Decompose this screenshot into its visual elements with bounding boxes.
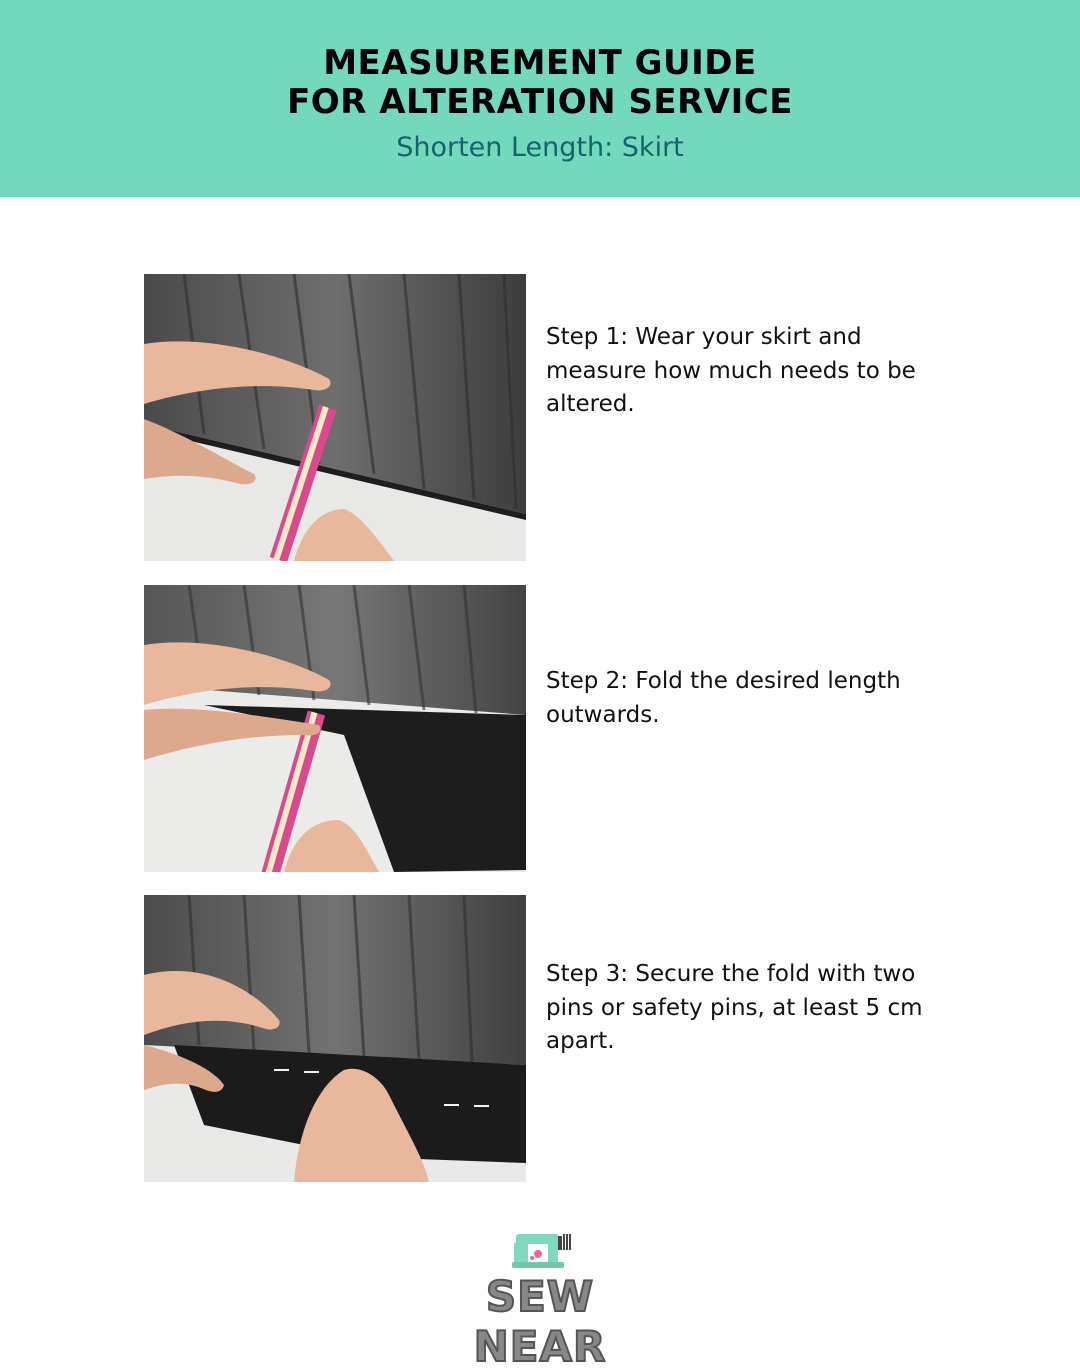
skirt-pin-illustration — [144, 895, 526, 1182]
step-1-text: Step 1: Wear your skirt and measure how much needs to be altered. — [546, 324, 916, 417]
skirt-measure-illustration — [144, 274, 526, 561]
step-2-photo — [144, 585, 526, 872]
step-1-photo — [144, 274, 526, 561]
header-banner — [0, 0, 1080, 197]
title-line-1: MEASUREMENT GUIDE — [323, 43, 757, 83]
step-3-text: Step 3: Secure the fold with two pins or safety pins, at least 5 cm apart. — [546, 961, 923, 1054]
sew-near-logo — [420, 1228, 660, 1371]
page-title — [0, 44, 1080, 122]
sewing-machine-icon — [512, 1228, 578, 1272]
skirt-fold-illustration — [144, 585, 526, 872]
step-3-photo — [144, 895, 526, 1182]
page-subtitle: Shorten Length: Skirt — [396, 132, 684, 163]
logo-wordmark: SEW NEAR — [473, 1272, 607, 1371]
title-line-2: FOR ALTERATION SERVICE — [287, 82, 793, 122]
step-2-text: Step 2: Fold the desired length outwards. — [546, 668, 901, 728]
